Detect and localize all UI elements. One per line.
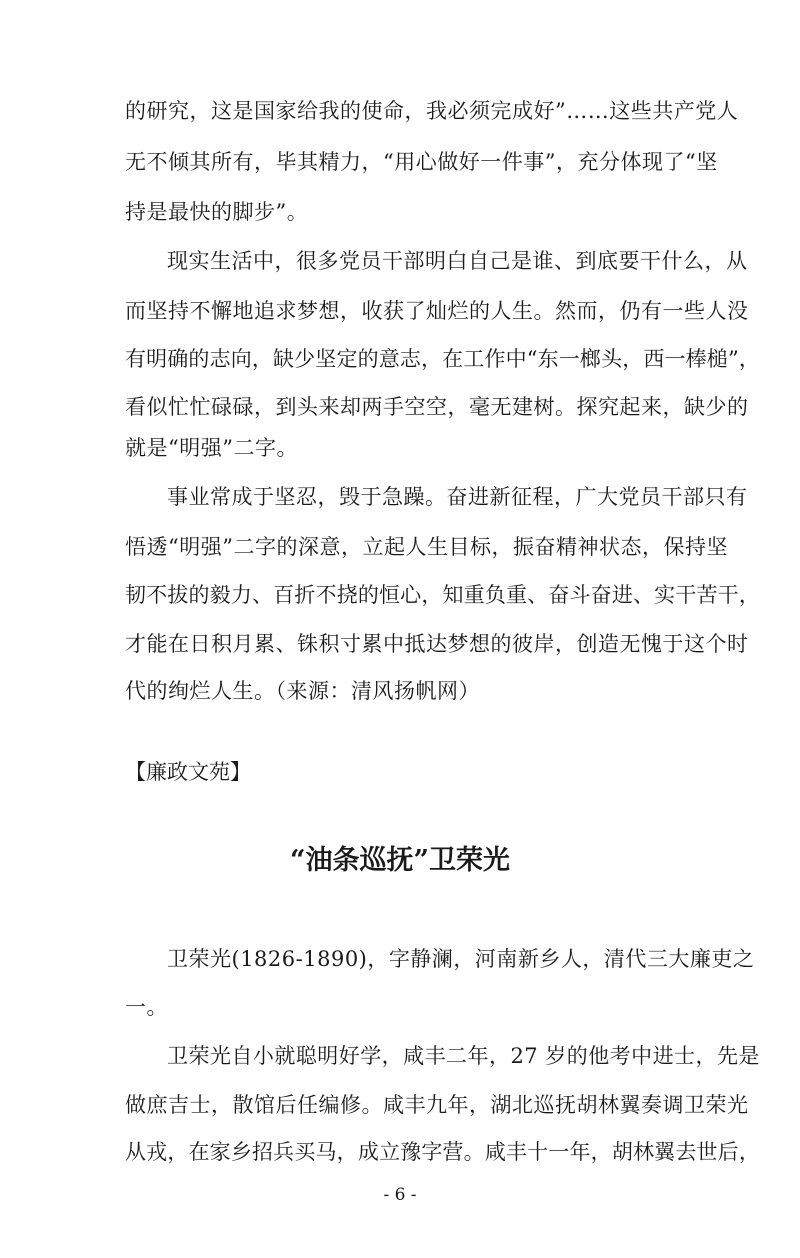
page-number: - 6 -	[383, 1185, 417, 1205]
section-tag: 【廉政文苑】	[125, 760, 251, 784]
paragraph-line: 现实生活中，很多党员干部明白自己是谁、到底要干什么，从	[167, 249, 748, 273]
paragraph-line: 卫荣光(1826-1890)，字静澜，河南新乡人，清代三大廉吏之	[167, 947, 755, 971]
paragraph-line: 卫荣光自小就聪明好学，咸丰二年，27 岁的他考中进士，先是	[167, 1044, 760, 1068]
paragraph-line: 无不倾其所有，毕其精力，“用心做好一件事”，充分体现了“坚	[125, 150, 718, 174]
paragraph-line: 一。	[125, 995, 168, 1019]
paragraph-line: 而坚持不懈地追求梦想，收获了灿烂的人生。然而，仍有一些人没	[125, 299, 749, 323]
paragraph-line: 才能在日积月累、铢积寸累中抵达梦想的彼岸，创造无愧于这个时	[125, 632, 749, 656]
paragraph-line: 有明确的志向，缺少坚定的意志，在工作中“东一榔头，西一棒槌”，	[125, 347, 760, 371]
paragraph-line: 持是最快的脚步”。	[125, 200, 309, 224]
paragraph-line: 做庶吉士，散馆后任编修。咸丰九年，湖北巡抚胡林翼奏调卫荣光	[125, 1093, 749, 1117]
paragraph-line: 悟透“明强”二字的深意，立起人生目标，振奋精神状态，保持坚	[125, 535, 728, 559]
paragraph-line: 看似忙忙碌碌，到头来却两手空空，毫无建树。探究起来，缺少的	[125, 395, 749, 419]
article-title: “油条巡抚”卫荣光	[289, 845, 511, 876]
paragraph-line: 就是“明强”二字。	[125, 436, 298, 460]
paragraph-line: 代的绚烂人生。（来源：清风扬帆网）	[125, 679, 480, 703]
paragraph-line: 从戎，在家乡招兵买马，成立豫字营。咸丰十一年，胡林翼去世后，	[125, 1140, 760, 1164]
paragraph-line: 韧不拔的毅力、百折不挠的恒心，知重负重、奋斗奋进、实干苦干，	[125, 583, 760, 607]
paragraph-line: 事业常成于坚忍，毁于急躁。奋进新征程，广大党员干部只有	[167, 485, 748, 509]
paragraph-line: 的研究，这是国家给我的使命，我必须完成好”……这些共产党人	[125, 99, 739, 123]
